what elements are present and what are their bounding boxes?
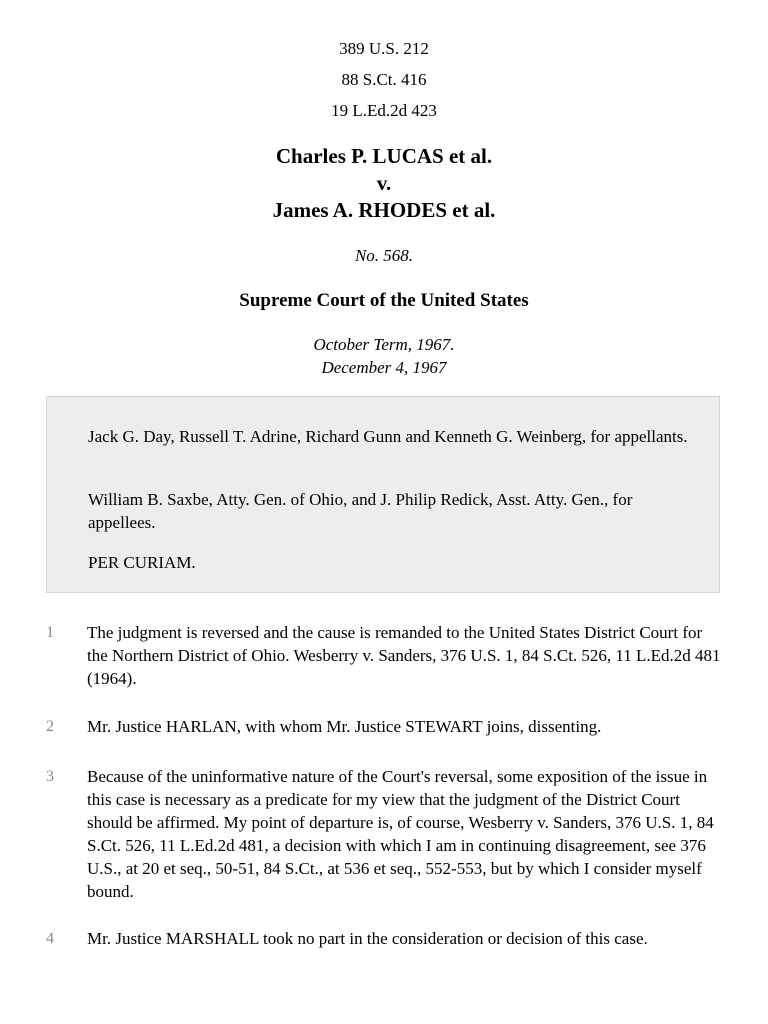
- paragraph-number: 2: [46, 718, 54, 735]
- citations: [0, 33, 768, 126]
- case-title-versus: v.: [376, 171, 392, 195]
- case-title-appellee: James A. RHODES et al.: [272, 198, 496, 222]
- counsel-box: [46, 396, 720, 593]
- per-curiam-heading: PER CURIAM.: [88, 553, 196, 572]
- decision-dates: [0, 333, 768, 379]
- paragraph-number: 3: [46, 768, 54, 785]
- citation-supreme-court-reporter: 88 S.Ct. 416: [341, 70, 427, 89]
- paragraph-text: Because of the uninformative nature of the Court's reversal, some exposition of the issue in this case is necessary as a predicate for my view that the judgment of the District Court should be affirmed. My point of departure is, of course, Wesberry v. Sanders, 376 U.S. 1, 84 S.Ct. 526, 11 L.Ed.2d 481, a decision with which I am in continuing disagreement, see 376 U.S., at 20 et seq., 50-51, 84 S.Ct., at 536 et seq., 552-553, but by which I consider myself bound.: [87, 767, 714, 901]
- citation-lawyers-edition: 19 L.Ed.2d 423: [331, 101, 437, 120]
- court-name: Supreme Court of the United States: [239, 290, 529, 311]
- term: October Term, 1967.: [313, 335, 455, 354]
- paragraph-number: 4: [46, 930, 54, 947]
- counsel-appellants: Jack G. Day, Russell T. Adrine, Richard Gunn and Kenneth G. Weinberg, for appellants.: [88, 427, 688, 446]
- paragraph-text: Mr. Justice MARSHALL took no part in the consideration or decision of this case.: [87, 929, 648, 948]
- paragraph-text: Mr. Justice HARLAN, with whom Mr. Justice STEWART joins, dissenting.: [87, 717, 602, 736]
- case-title: [0, 143, 768, 224]
- decision-date: December 4, 1967: [321, 358, 447, 377]
- counsel-appellees: William B. Saxbe, Atty. Gen. of Ohio, and J. Philip Redick, Asst. Atty. Gen., for appellees.: [88, 490, 633, 532]
- citation-us-reports: 389 U.S. 212: [339, 39, 429, 58]
- docket-number: No. 568.: [354, 246, 414, 265]
- paragraph-text: The judgment is reversed and the cause is remanded to the United States District Court for the Northern District of Ohio. Wesberry v. Sanders, 376 U.S. 1, 84 S.Ct. 526, 11 L.Ed.2d 481 (1964).: [87, 623, 721, 688]
- paragraph-number: 1: [46, 624, 54, 641]
- case-title-appellant: Charles P. LUCAS et al.: [275, 144, 493, 168]
